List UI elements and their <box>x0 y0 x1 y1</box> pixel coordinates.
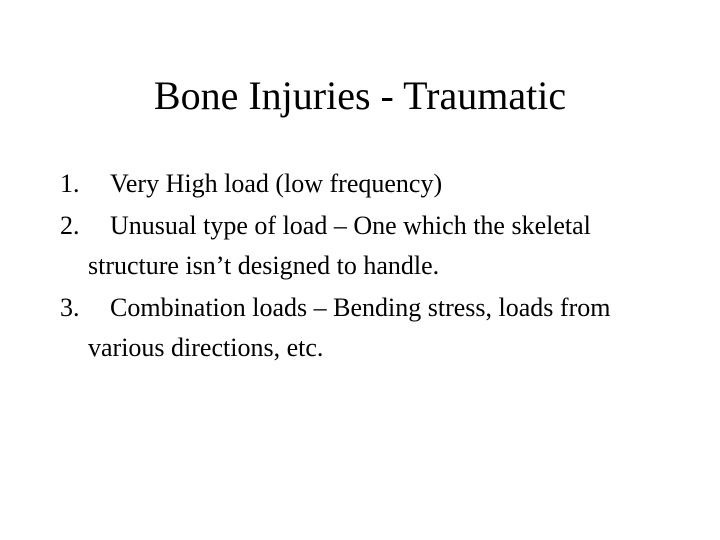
list-item <box>60 206 680 286</box>
list-item-text: Unusual type of load – One which the skeletal structure isn’t designed to handle. <box>88 211 591 280</box>
list-item <box>60 288 680 368</box>
numbered-list <box>60 164 680 370</box>
list-item-text: Combination loads – Bending stress, loads from various directions, etc. <box>88 293 611 362</box>
list-item <box>60 164 680 204</box>
list-item-text: Very High load (low frequency) <box>110 169 443 198</box>
slide-title: Bone Injuries - Traumatic <box>153 73 567 118</box>
list-item-number: 2. <box>60 211 80 240</box>
list-item-number: 3. <box>60 293 80 322</box>
list-item-number: 1. <box>60 169 80 198</box>
